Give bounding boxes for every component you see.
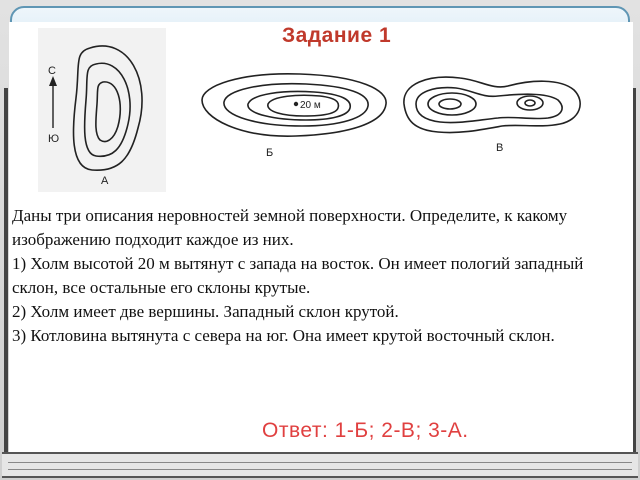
task-intro: Даны три описания неровностей земной поверхности. Определите, к какому изображению подходит каждое из них. — [12, 206, 568, 249]
figure-v-east-summit — [517, 96, 543, 110]
figure-v-contour-outer — [404, 77, 580, 132]
figure-a-south-label: Ю — [48, 133, 60, 145]
figure-a — [49, 46, 142, 170]
description-2: 2) Холм имеет две вершины. Западный склон крутой. — [12, 302, 399, 321]
figure-v-contour-middle — [416, 88, 562, 123]
figure-v-west-summit-inner — [439, 99, 461, 109]
figure-v — [404, 77, 580, 132]
answer-text: Ответ: 1-Б; 2-В; 3-А. — [262, 419, 469, 442]
task-text — [12, 204, 624, 348]
figure-v-west-summit-outer — [428, 93, 476, 115]
figure-a-north-label: С — [48, 65, 56, 77]
description-3: 3) Котловина вытянута с севера на юг. Она имеет крутой восточный склон. — [12, 326, 555, 345]
frame-bottom-bar — [2, 452, 638, 478]
figure-b-summit-dot — [294, 102, 298, 106]
figure-v-label: В — [496, 142, 504, 154]
figure-a-label: А — [101, 175, 109, 187]
slide-title: Задание 1 — [282, 24, 392, 47]
description-1: 1) Холм высотой 20 м вытянут с запада на восток. Он имеет пологий западный склон, все остальные его склоны крутые. — [12, 254, 584, 297]
figure-b — [202, 74, 386, 136]
figure-a-contour-inner — [96, 82, 120, 142]
figure-b-label: Б — [266, 147, 274, 159]
figure-v-east-summit-inner — [525, 100, 535, 106]
figure-b-height-label: 20 м — [300, 100, 321, 111]
figure-a-contour-middle — [85, 63, 130, 156]
north-arrow-head — [49, 76, 57, 86]
